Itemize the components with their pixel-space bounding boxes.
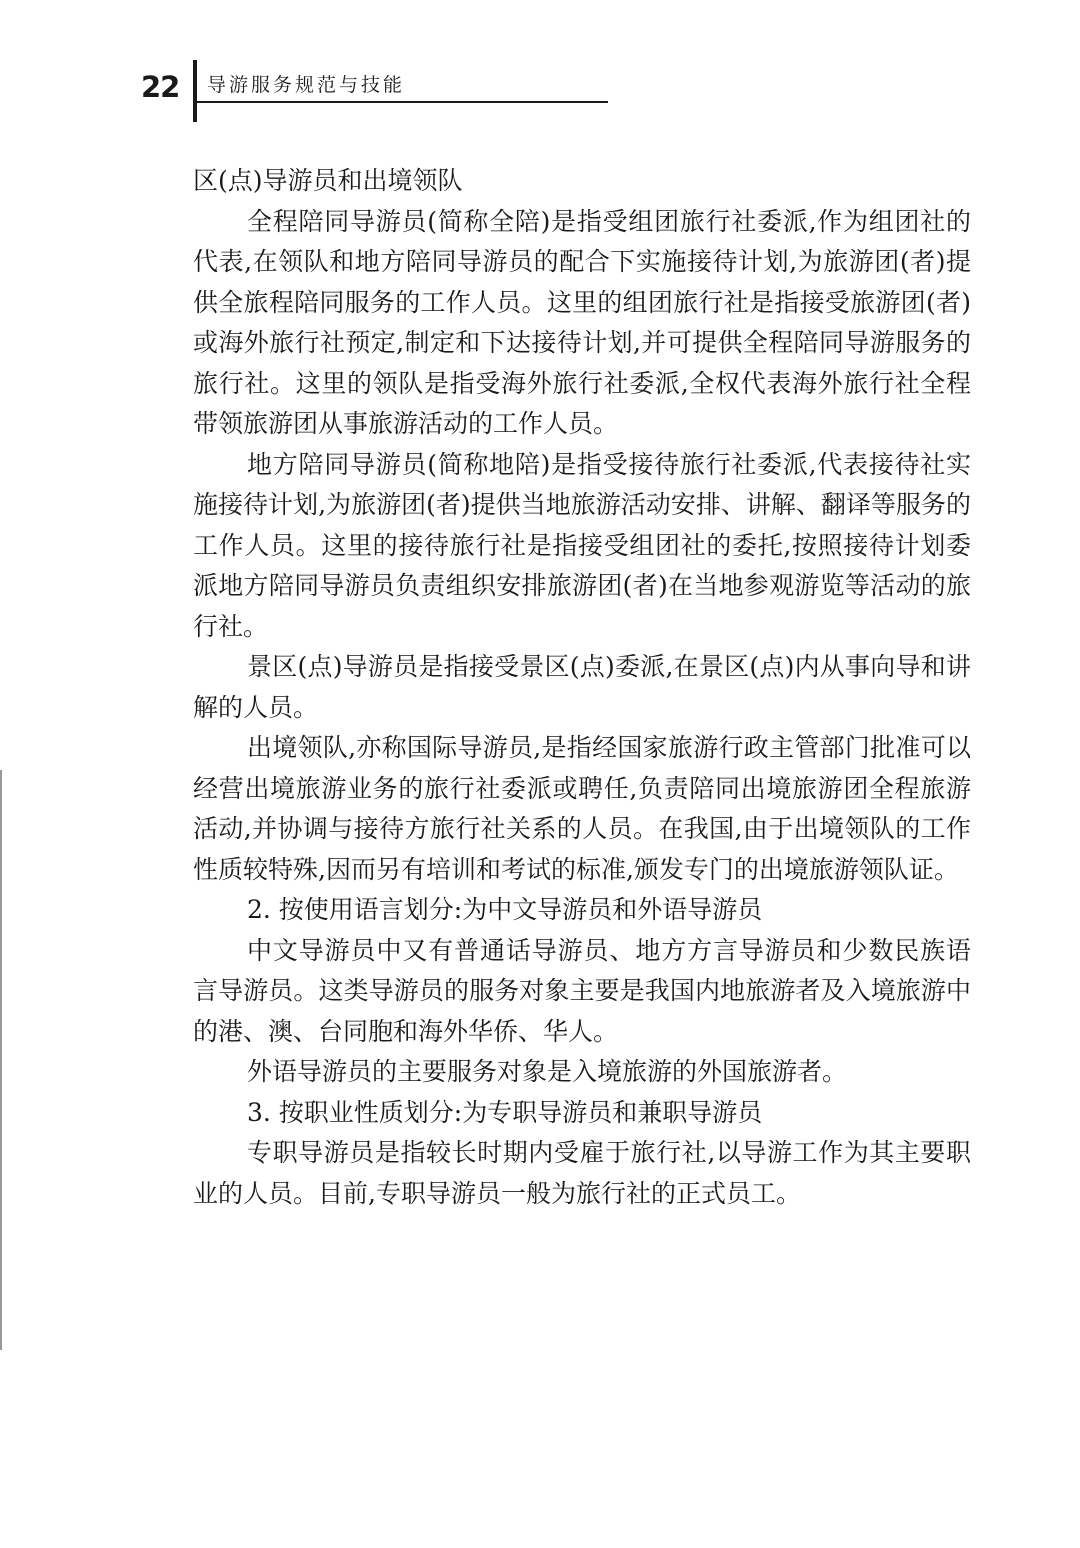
paragraph-scenic-guide: 景区(点)导游员是指接受景区(点)委派,在景区(点)内从事向导和讲解的人员。 <box>193 652 971 722</box>
header-vertical-rule <box>193 60 197 122</box>
paragraph-continuation: 区(点)导游员和出境领队 <box>193 166 463 195</box>
heading-by-profession: 3. 按职业性质划分:为专职导游员和兼职导游员 <box>247 1097 763 1127</box>
scan-edge-line <box>0 770 2 1350</box>
paragraph-full-tour-guide: 全程陪同导游员(简称全陪)是指受组团旅行社委派,作为组团社的代表,在领队和地方陪同导游员的配合下实施接待计划,为旅游团(者)提供全旅程陪同服务的工作人员。这里的组团旅行社是指接受旅游团(者)或海外旅行社预定,制定和下达接待计划,并可提供全程陪同导游服务的旅行社。这里的领队是指受海外旅行社委派,全权代表海外旅行社全程带领旅游团从事旅游活动的工作人员。 <box>193 206 971 438</box>
page-number: 22 <box>141 70 180 104</box>
running-header-title: 导游服务规范与技能 <box>207 74 406 96</box>
paragraph-foreign-language-guide: 外语导游员的主要服务对象是入境旅游的外国旅游者。 <box>247 1057 848 1086</box>
paragraph-chinese-guide: 中文导游员中又有普通话导游员、地方方言导游员和少数民族语言导游员。这类导游员的服务对象主要是我国内地旅游者及入境旅游中的港、澳、台同胞和海外华侨、华人。 <box>193 935 971 1046</box>
header-horizontal-rule <box>197 101 608 103</box>
paragraph-local-guide: 地方陪同导游员(简称地陪)是指受接待旅行社委派,代表接待社实施接待计划,为旅游团(者)提供当地旅游活动安排、讲解、翻译等服务的工作人员。这里的接待旅行社是指接受组团社的委托,按照接待计划委派地方陪同导游员负责组织安排旅游团(者)在当地参观游览等活动的旅行社。 <box>193 449 971 641</box>
heading-by-language: 2. 按使用语言划分:为中文导游员和外语导游员 <box>247 895 763 924</box>
paragraph-fulltime-guide: 专职导游员是指较长时期内受雇于旅行社,以导游工作为其主要职业的人员。目前,专职导游员一般为旅行社的正式员工。 <box>193 1138 971 1208</box>
body-text <box>193 161 971 1214</box>
paragraph-outbound-leader: 出境领队,亦称国际导游员,是指经国家旅游行政主管部门批准可以经营出境旅游业务的旅行社委派或聘任,负责陪同出境旅游团全程旅游活动,并协调与接待方旅行社关系的人员。在我国,由于出境领队的工作性质较特殊,因而另有培训和考试的标准,颁发专门的出境旅游领队证。 <box>193 733 971 884</box>
